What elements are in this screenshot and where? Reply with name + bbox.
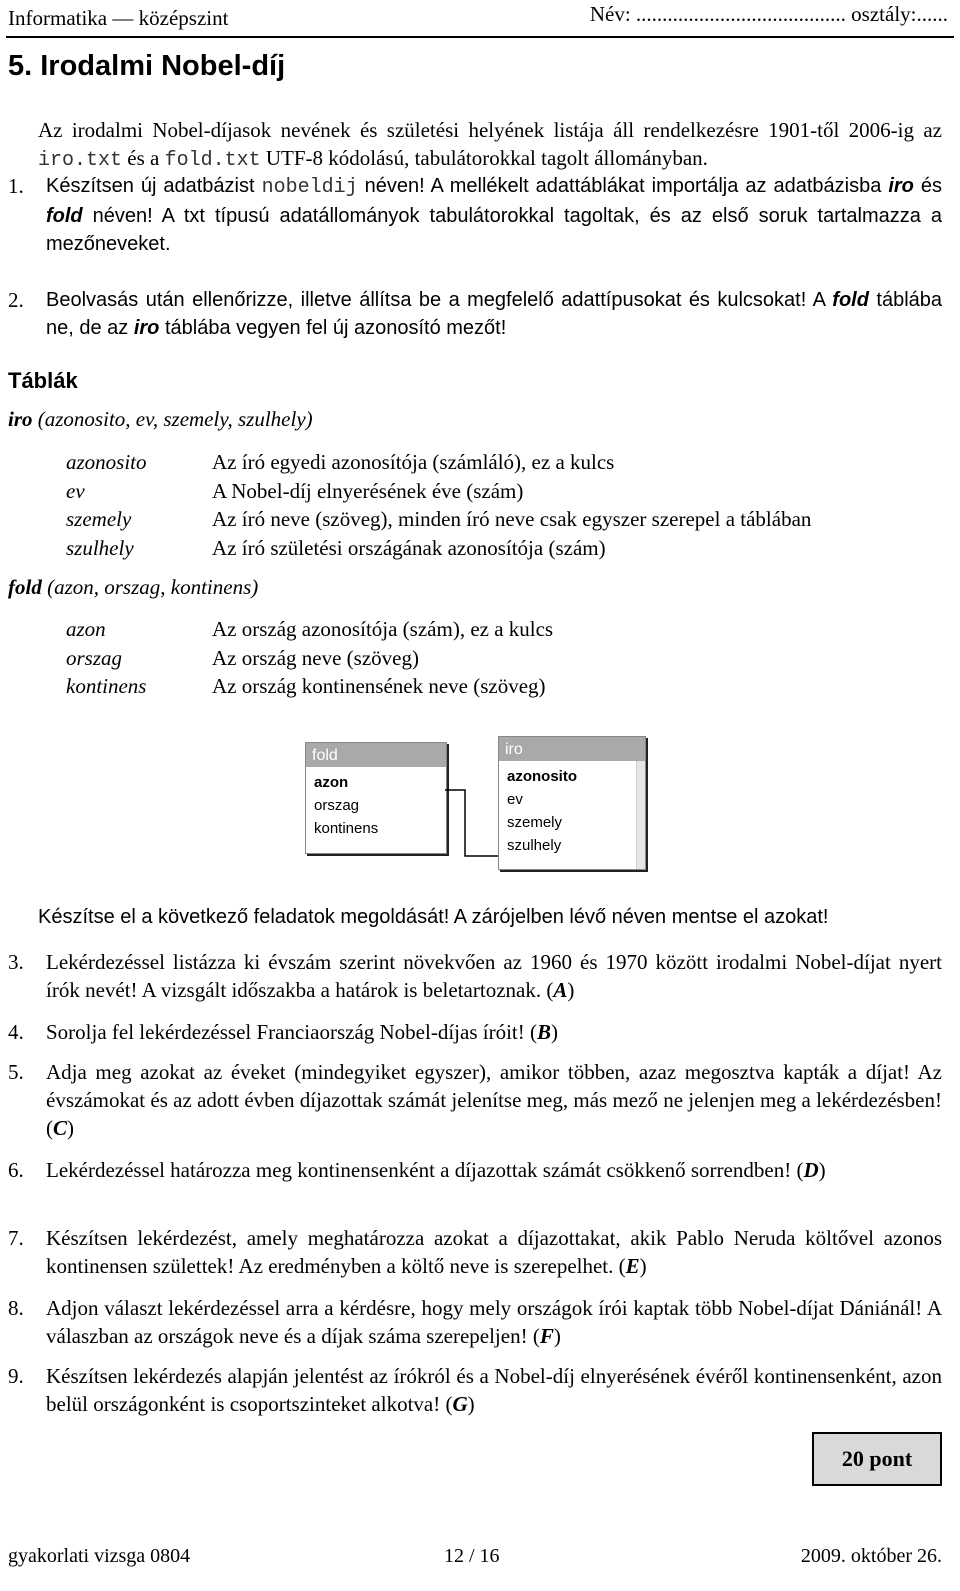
db-name: nobeldij [261,176,358,199]
points-box: 20 pont [812,1432,942,1486]
intro-file-iro: iro.txt [38,149,123,172]
task-number: 7. [8,1226,24,1250]
field-description: A Nobel-díj elnyerésének éve (szám) [212,478,524,503]
intro-paragraph [38,116,942,175]
task-save-name: E [625,1254,640,1278]
iro-table-box [498,736,646,870]
task-5 [8,1058,942,1142]
field-description: Az ország neve (szöveg) [212,645,419,670]
field-description: Az ország kontinensének neve (szöveg) [212,674,546,698]
iro-table-name: iro [8,407,33,431]
iro-field-row [66,534,811,563]
tables-heading: Táblák [8,368,78,393]
task-8 [8,1294,942,1350]
iro-field-row [66,477,811,506]
field-name: orszag [66,645,123,670]
task-text: Készítsen új adatbázist nobeldij néven! A mellékelt adattáblákat importálja az adatbázisba iro és fold néven! A txt típusú adatállományok tabulátorokkal tagoltak, és az első soruk tartalmazza a mezőneveket. [46,175,942,255]
instructions: Készítse el a következő feladatok megoldását! A zárójelben lévő néven mentse el azokat! [38,906,829,928]
task-number: 5. [8,1060,24,1084]
fold-table-fields [306,767,446,844]
task-number: 9. [8,1364,24,1388]
task-1 [8,172,942,258]
fold-diagram-field: azon [314,774,349,791]
iro-field-row [66,448,811,477]
footer-date: 2009. október 26. [800,1545,942,1567]
footer-page: 12 / 16 [444,1545,500,1567]
field-name: ev [66,478,85,503]
task-text: Beolvasás után ellenőrizze, illetve állítsa be a megfelelő adattípusokat és kulcsokat! A fold táblába ne, de az iro táblába vegyen fel új azonosító mezőt! [46,289,943,339]
task-number: 2. [8,288,24,312]
fold-table-box [305,742,447,854]
field-name: szemely [66,507,132,531]
task-save-name: B [536,1020,551,1044]
iro-table-fields [499,761,645,861]
task-4 [8,1018,942,1046]
iro-field-list: (azonosito, ev, szemely, szulhely) [37,407,313,431]
task-text: Lekérdezéssel listázza ki évszám szerint növekvően az 1960 és 1970 között irodalmi Nobel-díjat nyert írók nevét! A vizsgált időszakba a határok is beletartoznak. (A) [46,950,942,1002]
task-save-name: C [53,1116,68,1140]
task-7 [8,1224,942,1280]
task-text: Készítsen lekérdezés alapján jelentést az írókról és a Nobel-díj elnyerésének évéről kontinensenként, azon belül országonként is csoportszinteket alkotva! (G) [46,1364,942,1416]
task-number: 8. [8,1296,24,1320]
task-text: Adjon választ lekérdezéssel arra a kérdésre, hogy mely országok írói kaptak több Nobel-díjat Dániánál! A válaszban az országok neve és a díjak száma szerepeljen! (F) [46,1296,942,1348]
intro-text-3: UTF-8 kódolású, tabulátorokkal tagolt állományban. [260,146,708,170]
iro-table-scrollbar [636,761,645,869]
page-title: 5. Irodalmi Nobel-díj [8,50,286,82]
fold-field-row [66,615,553,644]
iro-field-row [66,505,811,534]
fold-field-descriptions [66,615,553,701]
fold-field-list: (azon, orszag, kontinens) [47,575,259,599]
field-description: Az író neve (szöveg), minden író neve csak egyszer szerepel a táblában [212,507,812,531]
intro-file-fold: fold.txt [164,149,261,172]
iro-diagram-field: szulhely [507,837,562,854]
task-save-name: F [539,1324,554,1348]
footer-exam: gyakorlati vizsga 0804 [8,1545,191,1567]
fold-field-row [66,672,553,701]
iro-diagram-field: azonosito [507,768,577,785]
iro-field-descriptions [66,448,811,562]
task-2 [8,286,942,342]
task-save-name: G [452,1392,468,1416]
task-9 [8,1362,942,1418]
task-number: 1. [8,174,24,198]
task-text: Lekérdezéssel határozza meg kontinensenként a díjazottak számát csökkenő sorrendben! (D) [46,1158,826,1182]
fold-diagram-field: orszag [314,797,360,814]
task-save-name: D [803,1158,819,1182]
iro-schema [8,407,313,432]
intro-text-2: és a [122,146,165,170]
fold-table-title: fold [306,743,446,767]
task-number: 6. [8,1158,24,1182]
task-number: 4. [8,1020,24,1044]
relationship-line [445,780,500,880]
task-text: Készítsen lekérdezést, amely meghatározza azokat a díjazottakat, akik Pablo Neruda költővel azonos kontinensen születtek! Az eredményben a költő neve is szerepelhet. (E) [46,1226,942,1278]
fold-diagram-field: kontinens [314,820,379,837]
header-name-class: Név: ........................................ osztály:...... [589,2,948,26]
field-name: szulhely [66,535,134,560]
task-save-name: A [553,978,568,1002]
fold-field-row [66,644,553,673]
field-name: kontinens [66,674,147,698]
field-name: azonosito [66,450,147,474]
iro-table-title: iro [499,737,645,761]
header-divider [6,36,954,38]
intro-text-1: Az irodalmi Nobel-díjasok nevének és születési helyének listája áll rendelkezésre 1901-től 2006-ig az [38,118,942,142]
header-subject: Informatika — középszint [8,6,229,30]
field-description: Az író születési országának azonosítója (szám) [212,535,606,560]
iro-diagram-field: szemely [507,814,563,831]
task-number: 3. [8,950,24,974]
iro-diagram-field: ev [507,791,523,808]
field-description: Az ország azonosítója (szám), ez a kulcs [212,617,554,641]
field-name: azon [66,617,106,641]
task-6 [8,1156,942,1184]
fold-table-name: fold [8,575,42,599]
field-description: Az író egyedi azonosítója (számláló), ez a kulcs [212,450,615,474]
task-3 [8,948,942,1004]
task-text: Adja meg azokat az éveket (mindegyiket egyszer), amikor többen, azaz megosztva kapták a díjat! Az évszámokat és az adott évben díjazottak számát jelenítse meg, más mező ne jelenjen meg a lekérdezésben! (C) [46,1060,942,1140]
task-text: Sorolja fel lekérdezéssel Franciaország Nobel-díjas íróit! (B) [46,1020,558,1044]
fold-schema [8,575,258,600]
